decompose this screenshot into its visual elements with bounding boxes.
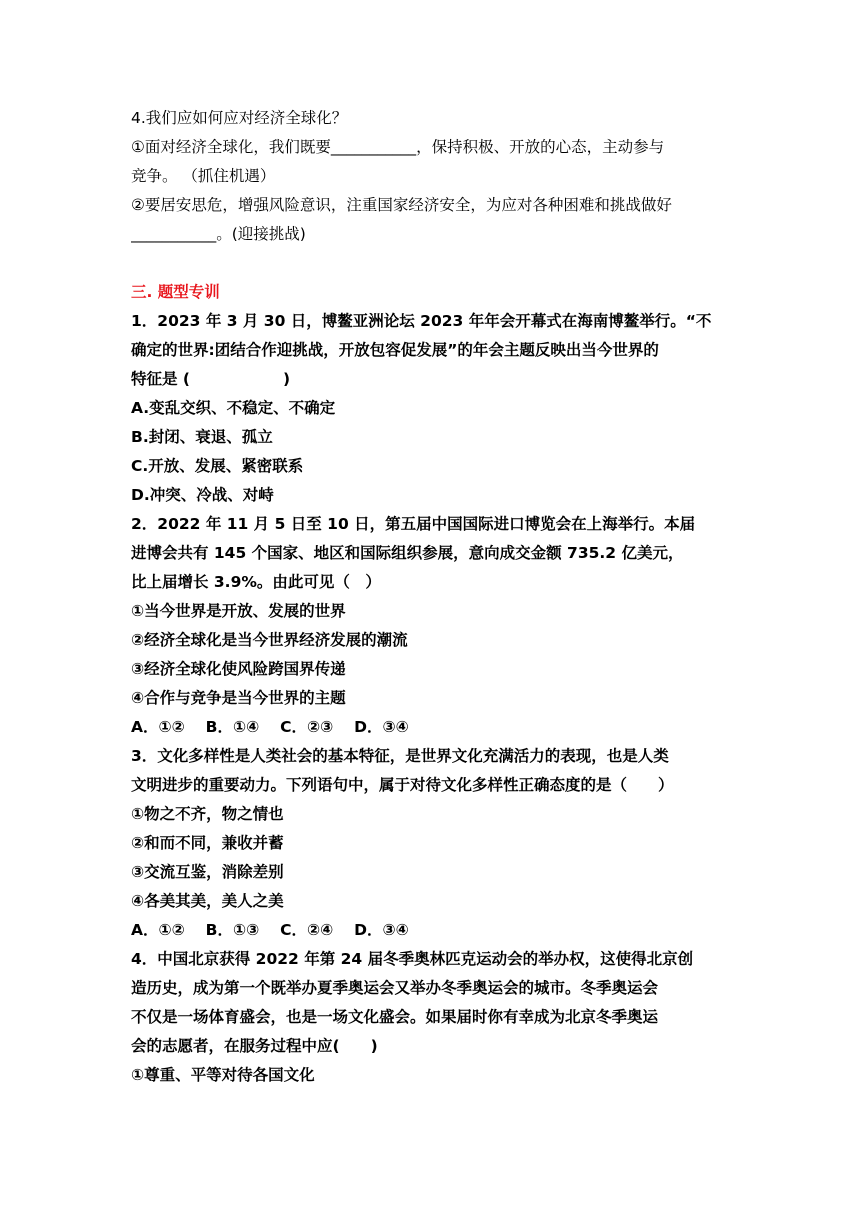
q2-statement-2: ②经济全球化是当今世界经济发展的潮流 <box>131 631 408 649</box>
q1-option-a: A.变乱交织、不稳定、不确定 <box>131 399 336 417</box>
blank-line <box>131 249 741 278</box>
q2-statement-4: ④合作与竞争是当今世界的主题 <box>131 689 346 707</box>
q3-stem-line-1: 3．文化多样性是人类社会的基本特征，是世界文化充满活力的表现，也是人类 <box>131 747 669 765</box>
q1-option-b: B.封闭、衰退、孤立 <box>131 428 273 446</box>
q2-choices: A．①② B．①④ C．②③ D．③④ <box>131 718 409 736</box>
q4-stem-line-3: 不仅是一场体育盛会，也是一场文化盛会。如果届时你有幸成为北京冬季奥运 <box>131 1008 659 1026</box>
q1-option-d: D.冲突、冷战、对峙 <box>131 486 274 504</box>
part4-line-4: ___________。(迎接挑战) <box>131 225 306 243</box>
q4-stem-line-4: 会的志愿者，在服务过程中应( ) <box>131 1037 378 1055</box>
q1-option-c: C.开放、发展、紧密联系 <box>131 457 304 475</box>
q1-stem-line-2: 确定的世界:团结合作迎挑战，开放包容促发展”的年会主题反映出当今世界的 <box>131 341 659 359</box>
part4-line-1: ①面对经济全球化，我们既要___________，保持积极、开放的心态，主动参与 <box>131 138 665 156</box>
q3-statement-3: ③交流互鉴，消除差别 <box>131 863 284 881</box>
part4-line-2: 竞争。 （抓住机遇） <box>131 167 276 185</box>
q2-statement-1: ①当今世界是开放、发展的世界 <box>131 602 346 620</box>
q1-stem-line-3: 特征是 ( ) <box>131 370 291 388</box>
q2-statement-3: ③经济全球化使风险跨国界传递 <box>131 660 346 678</box>
q4-stem-line-2: 造历史，成为第一个既举办夏季奥运会又举办冬季奥运会的城市。冬季奥运会 <box>131 979 659 997</box>
q3-statement-1: ①物之不齐，物之情也 <box>131 805 284 823</box>
q4-stem-line-1: 4．中国北京获得 2022 年第 24 届冬季奥林匹克运动会的举办权，这使得北京创 <box>131 950 694 968</box>
part4-question: 4.我们应如何应对经济全球化？ <box>131 109 348 127</box>
section-title: 三. 题型专训 <box>131 283 220 301</box>
q3-stem-line-2: 文明进步的重要动力。下列语句中，属于对待文化多样性正确态度的是（ ） <box>131 776 674 794</box>
q2-stem-line-1: 2．2022 年 11 月 5 日至 10 日，第五届中国国际进口博览会在上海举行。本届 <box>131 515 696 533</box>
q3-choices: A．①② B．①③ C．②④ D．③④ <box>131 921 409 939</box>
q3-statement-4: ④各美其美，美人之美 <box>131 892 284 910</box>
document-page <box>131 104 741 1090</box>
q2-stem-line-2: 进博会共有 145 个国家、地区和国际组织参展，意向成交金额 735.2 亿美元， <box>131 544 684 562</box>
q1-stem-line-1: 1．2023 年 3 月 30 日，博鳌亚洲论坛 2023 年年会开幕式在海南博鳌举行。“不 <box>131 312 712 330</box>
q2-stem-line-3: 比上届增长 3.9%。由此可见（ ） <box>131 573 381 591</box>
q3-statement-2: ②和而不同，兼收并蓄 <box>131 834 284 852</box>
part4-line-3: ②要居安思危，增强风险意识，注重国家经济安全，为应对各种困难和挑战做好 <box>131 196 672 214</box>
q4-statement-1: ①尊重、平等对待各国文化 <box>131 1066 315 1084</box>
